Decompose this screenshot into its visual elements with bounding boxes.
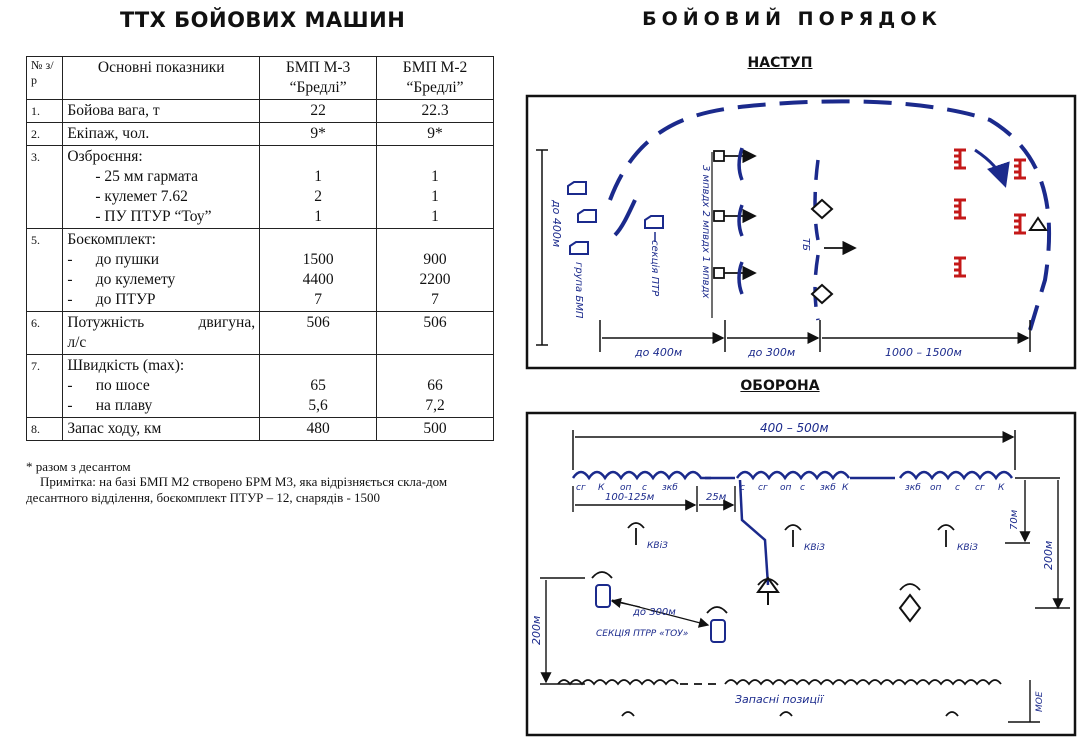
svg-text:КВіЗ: КВіЗ (647, 541, 668, 551)
platoons-label: 3 мпвдх 2 мпвдх 1 мпвдх (700, 165, 711, 299)
svg-text:зкб: зкб (905, 483, 921, 493)
row-value: 5,6 (308, 397, 328, 414)
row-value: 66 (427, 377, 443, 394)
attack-frame (527, 96, 1075, 368)
row-value: 2200 (419, 271, 451, 288)
row-value: 65 (310, 377, 326, 394)
d70-label: 70м (1009, 509, 1020, 530)
header-col1: БМП М-3 “Бредлі” (260, 57, 377, 100)
row-num: 2. (27, 123, 63, 146)
group-label: група БМП (573, 262, 584, 319)
svg-text:оп: оп (930, 483, 942, 493)
row-value: 22.3 (377, 100, 494, 123)
row-value: 480 (260, 418, 377, 441)
dist2-label: до 300м (748, 346, 796, 359)
defense-title: ОБОРОНА (740, 378, 820, 394)
d200r-label: 200м (1042, 540, 1055, 570)
row-value: 506 (377, 312, 494, 355)
row-value: 1 (314, 168, 322, 185)
row-num: 8. (27, 418, 63, 441)
defense-width-dim (573, 430, 1015, 470)
svg-text:сг: сг (975, 483, 985, 493)
row-name: Швидкість (max): - по шосе - на плаву (63, 355, 260, 418)
row-name: Боєкомплект: - до пушки - до кулемету - до ПТУР (63, 229, 260, 312)
attack-title: НАСТУП (747, 55, 813, 71)
note-text: Примітка: на базі БМП М2 створено БРМ М3, яка відрізняється скла-дом десантного відділення, боєкомплект ПТУР – 12, снарядів - 1500 (26, 474, 448, 505)
row-label: Потужність (67, 314, 145, 331)
row-label: Озброєння: (67, 148, 143, 165)
svg-text:с: с (642, 483, 647, 493)
row-sublabel: до кулемету (95, 271, 176, 288)
header-name: Основні показники (63, 57, 260, 100)
row-sublabel: до ПТУР (95, 291, 156, 308)
row-value: 7 (431, 291, 439, 308)
row-value: 7,2 (425, 397, 445, 414)
defense-width-label: 400 – 500м (760, 421, 829, 435)
dist3-label: 1000 – 1500м (885, 346, 962, 359)
attack-arrow (975, 150, 1005, 185)
row-sublabel: по шосе (95, 377, 150, 394)
row-label: Швидкість (max): (67, 357, 185, 374)
row-num: 7. (27, 355, 63, 418)
svg-text:К: К (598, 483, 605, 493)
svg-text:с: с (740, 483, 745, 493)
section-label: секція ПТР (649, 240, 660, 297)
kviz-markers (628, 523, 978, 553)
row-label: двигуна, (198, 314, 256, 331)
row-value: 9* (377, 123, 494, 146)
svg-text:оп: оп (620, 483, 632, 493)
tb-label: ТБ (800, 238, 811, 251)
svg-text:зкб: зкб (662, 483, 678, 493)
row-value: 1 (431, 168, 439, 185)
table-title: ТТХ БОЙОВИХ МАШИН (120, 8, 406, 32)
svg-text:зкб: зкб (820, 483, 836, 493)
svg-text:сг: сг (758, 483, 768, 493)
dist1-label: до 400м (635, 346, 683, 359)
row-value: 22 (260, 100, 377, 123)
front-trench (573, 472, 1012, 478)
row-value: 4400 (302, 271, 334, 288)
defense-left-dim (540, 578, 585, 684)
enemy-positions (954, 150, 1026, 276)
platoon-markers (714, 151, 755, 278)
row-value: 500 (377, 418, 494, 441)
d25-label: 25м (706, 492, 727, 503)
row-num: 3. (27, 146, 63, 229)
row-name: Екіпаж, чол. (63, 123, 260, 146)
row-value: 900 (423, 251, 447, 268)
row-name: Бойова вага, т (63, 100, 260, 123)
vert-dist-label: до 400м (550, 200, 563, 248)
svg-text:К: К (998, 483, 1005, 493)
footnote: * разом з десантом (26, 459, 131, 474)
d100-label: 100-125м (605, 492, 655, 503)
row-sublabel: - 25 мм гармата (95, 168, 199, 185)
d200l-label: 200м (530, 615, 543, 645)
row-sublabel: на плаву (95, 397, 153, 414)
svg-text:К: К (842, 483, 849, 493)
row-value: 1500 (302, 251, 334, 268)
header-num: № з/р (27, 57, 63, 100)
enemy-vehicle-icon (1030, 218, 1046, 230)
row-value: 506 (260, 312, 377, 355)
tow-section-label: СЕКЦІЯ ПТРР «ТОУ» (596, 629, 689, 639)
row-sublabel: - ПУ ПТУР “Тоу” (95, 208, 212, 225)
row-value: 1 (431, 188, 439, 205)
row-value: 1 (431, 208, 439, 225)
tank-diamond (900, 595, 920, 621)
row-num: 1. (27, 100, 63, 123)
svg-text:КВіЗ: КВіЗ (804, 543, 825, 553)
reserve-label: Запасні позиції (735, 693, 824, 706)
row-sublabel: - кулемет 7.62 (95, 188, 188, 205)
header-col2: БМП М-2 “Бредлі” (377, 57, 494, 100)
row-num: 5. (27, 229, 63, 312)
row-value: 7 (314, 291, 322, 308)
comm-line (740, 480, 768, 585)
inner-arc (615, 200, 635, 235)
svg-text:КВіЗ: КВіЗ (957, 543, 978, 553)
moe-label: МОЕ (1035, 691, 1045, 712)
svg-text:с: с (800, 483, 805, 493)
svg-text:с: с (955, 483, 960, 493)
row-num: 6. (27, 312, 63, 355)
row-label: Боєкомплект: (67, 231, 156, 248)
row-label: л/с (67, 334, 87, 351)
svg-text:оп: оп (780, 483, 792, 493)
row-sublabel: до пушки (95, 251, 160, 268)
row-value: 2 (314, 188, 322, 205)
row-name: Запас ходу, км (63, 418, 260, 441)
d300-label: до 300м (633, 607, 676, 618)
row-value: 1 (314, 208, 322, 225)
bmp-group (568, 182, 663, 254)
order-title: БОЙОВИЙ ПОРЯДОК (642, 8, 942, 30)
svg-text:сг: сг (576, 483, 586, 493)
row-value: 9* (260, 123, 377, 146)
tb-markers (812, 160, 855, 320)
